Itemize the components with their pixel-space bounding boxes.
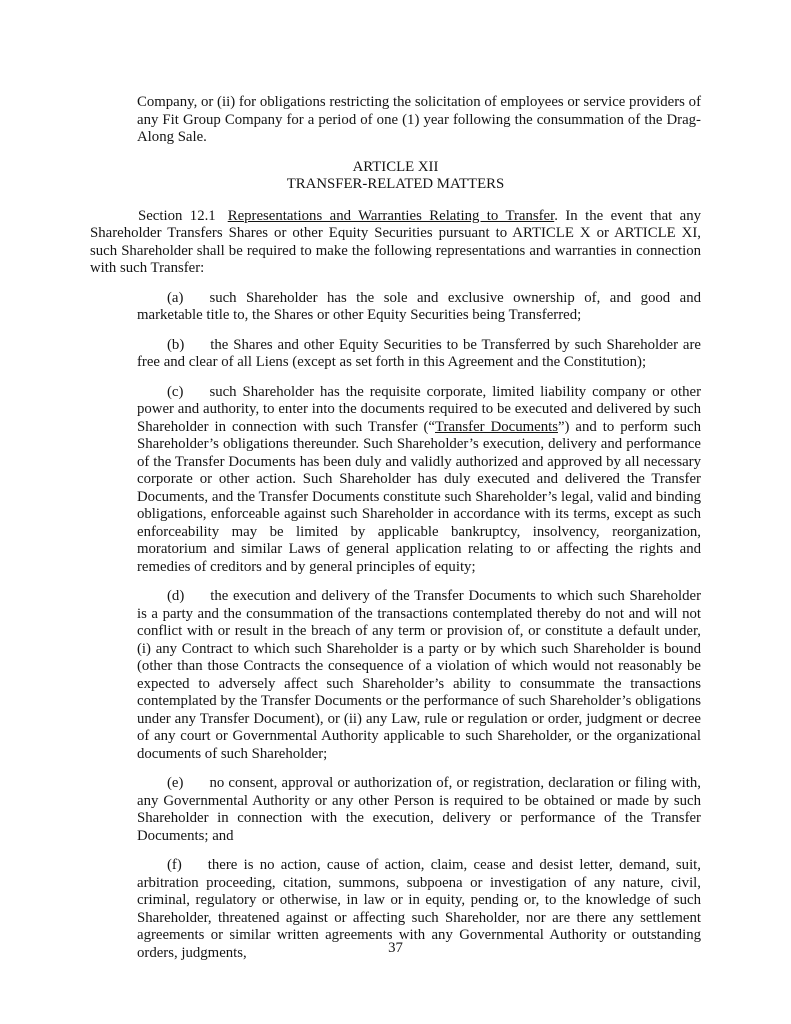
clause-e-label: (e) — [167, 775, 184, 791]
section-label: Section 12.1 — [138, 207, 216, 224]
section-title-suffix: . — [554, 207, 558, 224]
clause-c-defined-term: Transfer Documents — [435, 418, 558, 435]
article-number: ARTICLE XII — [352, 158, 439, 175]
section-paragraph — [90, 208, 701, 278]
page-number: 37 — [388, 940, 403, 956]
clause-b-text: the Shares and other Equity Securities to be Transferred by such Shareholder are free and clear of all Liens (except as set forth in this Agreement and the Constitution); — [137, 336, 701, 370]
clause-e-text: no consent, approval or authorization of, or registration, declaration or filing with, any Governmental Authority or any other Person is required to be obtained or made by such Shareholder in connection with the execution, delivery or performance of the Transfer Documents; and — [137, 775, 701, 844]
clause-d-label: (d) — [167, 588, 185, 604]
clause-a-label: (a) — [167, 289, 184, 306]
article-heading — [90, 159, 701, 194]
clause-e — [137, 775, 701, 845]
clause-c — [137, 384, 701, 577]
clause-a — [137, 290, 701, 325]
clause-a-text: such Shareholder has the sole and exclusive ownership of, and good and marketable title to, the Shares or other Equity Securities being Transferred; — [137, 289, 701, 323]
clause-d — [137, 588, 701, 763]
section-title: Representations and Warranties Relating to Transfer — [227, 207, 555, 224]
clause-f-text: there is no action, cause of action, claim, cease and desist letter, demand, suit, arbitration proceeding, citation, summons, subpoena or investigation of any nature, civil, criminal, regulatory or otherwise, in law or in equity, pending or, to the knowledge of such Shareholder, threatened against or affecting such Shareholder, nor are there any settlement agreements or similar written agreements with any Governmental Authority or outstanding orders, judgments, — [137, 857, 701, 961]
clause-c-label: (c) — [167, 383, 184, 400]
article-title: TRANSFER-RELATED MATTERS — [286, 176, 505, 192]
clause-d-text: the execution and delivery of the Transfer Documents to which such Shareholder is a party and the consummation of the transactions contemplated thereby do not and will not conflict with or result in the breach of any term or provision of, or constitute a default under, (i) any Contract to which such Shareholder is a party or by which such Shareholder is bound (other than those Contracts the consequence of a violation of which would not reasonably be expected to adversely affect such Shareholder’s ability to consummate the transactions contemplated by the Transfer Documents or the performance of such Shareholder’s obligations under any Transfer Document), or (ii) any Law, rule or regulation or order, judgment or decree of any court or Governmental Authority applicable to such Shareholder, or the organizational documents of such Shareholder; — [137, 588, 701, 762]
clause-c-text-after: ”) and to perform such Shareholder’s obligations thereunder. Such Shareholder’s execution, delivery and performance of the Transfer Documents has been duly and validly authorized and approved by all necessary corporate or other action. Such Shareholder has duly executed and delivered the Transfer Documents, and the Transfer Documents constitute such Shareholder’s legal, valid and binding obligations, enforceable against such Shareholder in accordance with its terms, except as such enforceability may be limited by applicable bankruptcy, insolvency, reorganization, moratorium and similar Laws of general application relating to or affecting the rights and remedies of creditors and by general principles of equity; — [137, 418, 701, 575]
section-body: In the event that any Shareholder Transfers Shares or other Equity Securities pursuant to ARTICLE X or ARTICLE XI, such Shareholder shall be required to make the following representations and warranties in connection with such Transfer: — [90, 207, 702, 276]
paragraph-intro-fragment: Company, or (ii) for obligations restricting the solicitation of employees or service providers of any Fit Group Company for a period of one (1) year following the consummation of the Drag-Along Sale. — [137, 94, 701, 145]
clause-b-label: (b) — [167, 336, 185, 353]
clause-c-text-before: such Shareholder has the requisite corporate, limited liability company or other power and authority, to enter into the documents required to be executed and delivered by such Shareholder in connection with such Transfer (“ — [137, 383, 701, 435]
clause-f-label: (f) — [167, 857, 182, 873]
clause-b — [137, 337, 701, 372]
